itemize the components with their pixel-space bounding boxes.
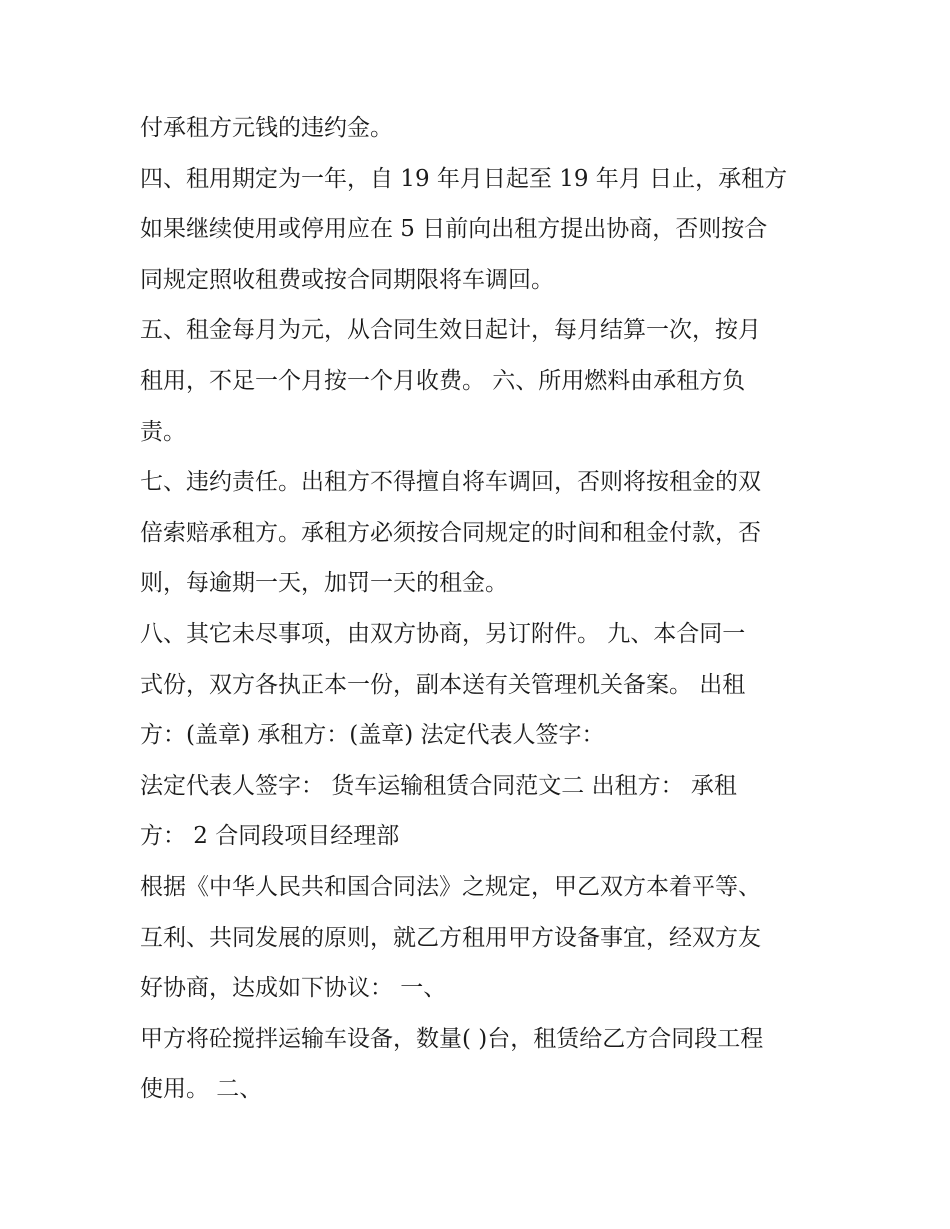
text-line: 如果继续使用或停用应在 5 日前向出租方提出协商，否则按合 xyxy=(140,216,768,243)
text-line: 五、租金每月为元，从合同生效日起计，每月结算一次，按月 xyxy=(140,317,761,344)
text-line: 四、租用期定为一年，自 19 年月日起至 19 年月 日止，承租方 xyxy=(140,165,788,192)
text-line: 法定代表人签字： 货车运输租赁合同范文二 出租方： 承租 xyxy=(140,772,737,799)
text-line: 倍索赔承租方。承租方必须按合同规定的时间和租金付款，否 xyxy=(140,519,761,546)
text-line: 根据《中华人民共和国合同法》之规定，甲乙双方本着平等、 xyxy=(140,873,761,900)
text-line: 同规定照收租费或按合同期限将车调回。 xyxy=(140,266,554,293)
text-line: 八、其它未尽事项，由双方协商，另订附件。 九、本合同一 xyxy=(140,620,746,647)
text-line: 方：(盖章) 承租方：(盖章) 法定代表人签字： xyxy=(140,722,605,749)
text-line: 七、违约责任。出租方不得擅自将车调回，否则将按租金的双 xyxy=(140,469,761,496)
text-line: 租用，不足一个月按一个月收费。 六、所用燃料由承租方负 xyxy=(140,367,746,394)
text-line: 互利、共同发展的原则，就乙方租用甲方设备事宜，经双方友 xyxy=(140,924,761,951)
text-line: 式份，双方各执正本一份，副本送有关管理机关备案。 出租 xyxy=(140,671,746,698)
text-line: 付承租方元钱的违约金。 xyxy=(140,115,393,141)
text-line: 使用。 二、 xyxy=(140,1076,263,1103)
text-line: 则，每逾期一天，加罚一天的租金。 xyxy=(140,570,508,597)
text-line: 好协商，达成如下协议： 一、 xyxy=(140,975,447,1002)
text-line: 甲方将砼搅拌运输车设备，数量( )台，租赁给乙方合同段工程 xyxy=(140,1025,764,1052)
contract-text xyxy=(140,103,830,1115)
text-line: 方： 2 合同段项目经理部 xyxy=(140,823,400,850)
text-line: 责。 xyxy=(140,418,186,445)
